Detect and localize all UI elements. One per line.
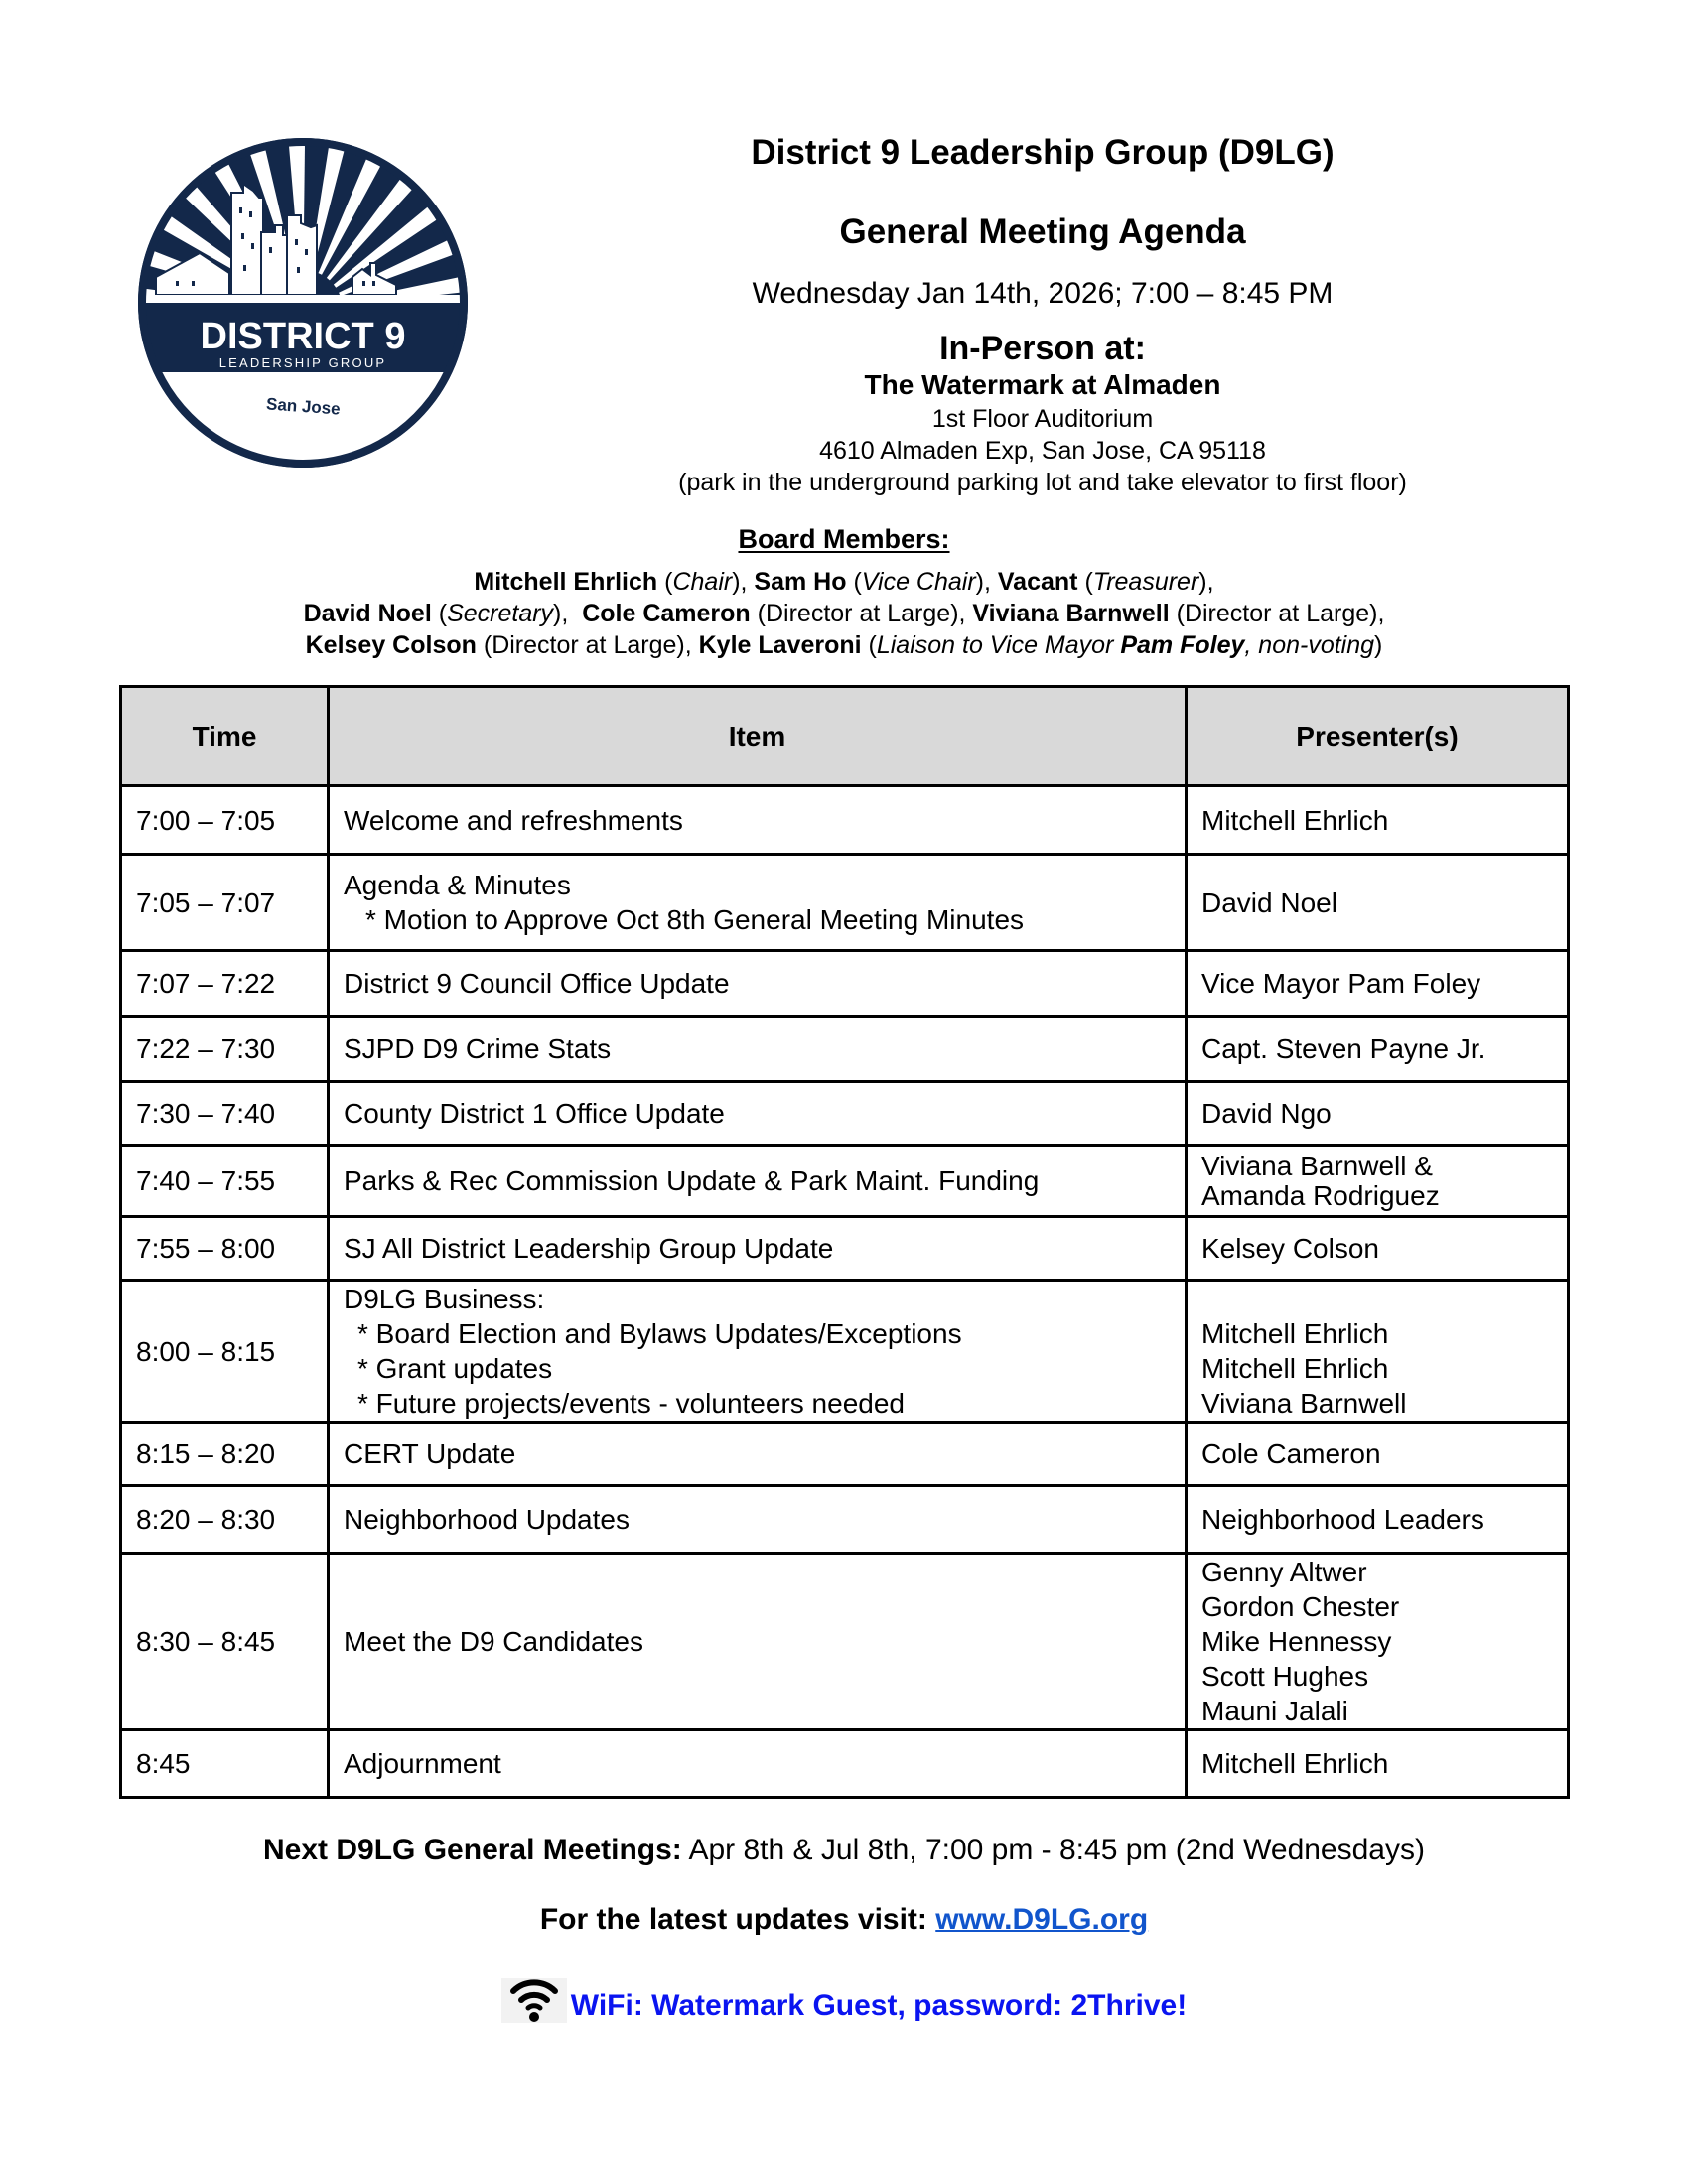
presenter-cell xyxy=(1187,1082,1569,1146)
member-name: Kyle Laveroni xyxy=(698,631,862,659)
presenter-cell xyxy=(1187,1554,1569,1730)
member-name: Viviana Barnwell xyxy=(972,600,1170,627)
presenter-name: Mitchell Ehrlich xyxy=(1201,1318,1389,1349)
member-role: Secretary xyxy=(447,600,554,627)
item-title: Agenda & Minutes xyxy=(344,870,571,900)
presenter-cell xyxy=(1187,855,1569,951)
member-role: Director at Large xyxy=(492,631,677,659)
updates-line xyxy=(0,1902,1688,1938)
parking-note: (park in the underground parking lot and take elevator to first floor) xyxy=(678,469,1407,496)
item-title: Adjournment xyxy=(344,1748,501,1779)
member-name: Mitchell Ehrlich xyxy=(474,568,658,596)
member-name: Kelsey Colson xyxy=(305,631,477,659)
presenter-name: David Noel xyxy=(1201,887,1337,918)
time-cell: 8:30 – 8:45 xyxy=(121,1554,329,1730)
table-row xyxy=(121,951,1569,1017)
time-cell: 8:15 – 8:20 xyxy=(121,1423,329,1486)
item-subpoint: * Grant updates xyxy=(357,1353,553,1384)
item-cell xyxy=(329,1281,1187,1423)
next-meetings-label: Next D9LG General Meetings: xyxy=(263,1834,682,1866)
presenter-name: Genny Altwer xyxy=(1201,1557,1367,1587)
venue-address: 4610 Almaden Exp, San Jose, CA 95118 xyxy=(819,437,1266,465)
item-title: Meet the D9 Candidates xyxy=(344,1626,643,1657)
board-heading: Board Members: xyxy=(738,524,950,554)
logo-title: DISTRICT 9 xyxy=(200,316,406,357)
item-title: SJPD D9 Crime Stats xyxy=(344,1033,612,1064)
venue-room: 1st Floor Auditorium xyxy=(931,405,1154,433)
member-role: Vice Chair xyxy=(861,568,976,596)
member-name: Vacant xyxy=(997,568,1078,596)
presenter-name: Mitchell Ehrlich xyxy=(1201,1748,1389,1779)
table-row xyxy=(121,1217,1569,1281)
table-row xyxy=(121,1423,1569,1486)
agenda-table xyxy=(119,685,1570,1799)
item-title: Parks & Rec Commission Update & Park Maint. Funding xyxy=(344,1165,1040,1196)
presenter-name: Capt. Steven Payne Jr. xyxy=(1201,1033,1486,1064)
item-title: CERT Update xyxy=(344,1438,516,1469)
time-cell: 7:05 – 7:07 xyxy=(121,855,329,951)
member-name: David Noel xyxy=(303,600,432,627)
table-row xyxy=(121,855,1569,951)
item-title: D9LG Business: xyxy=(344,1284,545,1314)
presenter-cell xyxy=(1187,1281,1569,1423)
presenter-name: Amanda Rodriguez xyxy=(1201,1179,1440,1211)
item-cell xyxy=(329,1082,1187,1146)
presenter-cell xyxy=(1187,1017,1569,1082)
time-cell: 7:55 – 8:00 xyxy=(121,1217,329,1281)
item-cell xyxy=(329,1423,1187,1486)
time-cell: 8:20 – 8:30 xyxy=(121,1486,329,1554)
logo-subtitle: LEADERSHIP GROUP xyxy=(218,355,387,370)
column-header-time: Time xyxy=(121,687,329,786)
table-row xyxy=(121,1730,1569,1798)
time-cell: 7:00 – 7:05 xyxy=(121,786,329,855)
item-cell xyxy=(329,786,1187,855)
table-row xyxy=(121,1281,1569,1423)
wifi-icon xyxy=(501,1978,567,2023)
presenter-name: Cole Cameron xyxy=(1201,1438,1381,1469)
board-line-1: Mitchell Ehrlich (Chair), Sam Ho (Vice Chair), Vacant (Treasurer), xyxy=(474,568,1214,596)
table-row xyxy=(121,1082,1569,1146)
presenter-cell xyxy=(1187,951,1569,1017)
item-cell xyxy=(329,1730,1187,1798)
presenter-name: Neighborhood Leaders xyxy=(1201,1504,1484,1535)
venue-name: The Watermark at Almaden xyxy=(864,369,1221,400)
wifi-info xyxy=(0,1972,1688,2023)
item-cell xyxy=(329,855,1187,951)
board-members xyxy=(99,566,1589,661)
d9lg-logo xyxy=(136,136,470,470)
item-title: SJ All District Leadership Group Update xyxy=(344,1233,834,1264)
presenter-cell xyxy=(1187,1730,1569,1798)
time-cell: 8:45 xyxy=(121,1730,329,1798)
time-cell: 7:40 – 7:55 xyxy=(121,1146,329,1217)
presenter-name: Mitchell Ehrlich xyxy=(1201,804,1389,836)
item-subpoint: * Future projects/events - volunteers needed xyxy=(357,1388,905,1419)
table-row xyxy=(121,786,1569,855)
member-role: Liaison to Vice Mayor Pam Foley, non-voting xyxy=(876,631,1375,659)
presenter-cell xyxy=(1187,786,1569,855)
website-link[interactable]: www.D9LG.org xyxy=(935,1903,1149,1936)
item-cell xyxy=(329,1017,1187,1082)
presenter-name: Viviana Barnwell xyxy=(1201,1388,1407,1419)
presenter-name: Mauni Jalali xyxy=(1201,1696,1348,1726)
column-header-presenters: Presenter(s) xyxy=(1187,687,1569,786)
time-cell: 7:07 – 7:22 xyxy=(121,951,329,1017)
member-role: Director at Large xyxy=(1184,600,1370,627)
time-cell: 7:30 – 7:40 xyxy=(121,1082,329,1146)
member-role: Treasurer xyxy=(1092,568,1199,596)
logo-city: San Jose xyxy=(265,394,342,419)
time-cell: 7:22 – 7:30 xyxy=(121,1017,329,1082)
table-header-row xyxy=(121,687,1569,786)
presenter-cell xyxy=(1187,1486,1569,1554)
wifi-credentials: WiFi: Watermark Guest, password: 2Thrive! xyxy=(570,1989,1188,2022)
item-cell xyxy=(329,1554,1187,1730)
board-line-3: Kelsey Colson (Director at Large), Kyle Laveroni (Liaison to Vice Mayor Pam Foley, non-voting) xyxy=(305,631,1383,659)
member-role: Chair xyxy=(672,568,733,596)
presenter-name: Kelsey Colson xyxy=(1201,1233,1379,1264)
page-title: General Meeting Agenda xyxy=(839,212,1246,251)
presenter-name: Mitchell Ehrlich xyxy=(1201,1353,1389,1384)
item-title: Welcome and refreshments xyxy=(344,804,683,836)
item-title: Neighborhood Updates xyxy=(344,1504,630,1535)
item-cell xyxy=(329,951,1187,1017)
item-cell xyxy=(329,1486,1187,1554)
table-row xyxy=(121,1146,1569,1217)
member-name: Sam Ho xyxy=(754,568,847,596)
next-meetings-dates: Apr 8th & Jul 8th, 7:00 pm - 8:45 pm (2nd Wednesdays) xyxy=(681,1834,1425,1866)
presenter-name: Mike Hennessy xyxy=(1201,1626,1392,1657)
meeting-datetime: Wednesday Jan 14th, 2026; 7:00 – 8:45 PM xyxy=(752,277,1334,310)
presenter-name: Vice Mayor Pam Foley xyxy=(1201,968,1481,999)
item-subpoint: * Motion to Approve Oct 8th General Meeting Minutes xyxy=(365,904,1025,935)
presenter-name: Scott Hughes xyxy=(1201,1661,1369,1692)
presenter-name: Gordon Chester xyxy=(1201,1591,1400,1622)
member-role: Director at Large xyxy=(765,600,951,627)
presenter-name xyxy=(1201,1282,1553,1316)
board-line-2: David Noel (Secretary), Cole Cameron (Director at Large), Viviana Barnwell (Director at Large), xyxy=(303,600,1385,627)
item-cell xyxy=(329,1217,1187,1281)
table-row xyxy=(121,1017,1569,1082)
presenter-cell xyxy=(1187,1423,1569,1486)
item-subpoint: * Board Election and Bylaws Updates/Exceptions xyxy=(357,1318,962,1349)
presenter-name: Viviana Barnwell & xyxy=(1201,1150,1433,1181)
table-row xyxy=(121,1554,1569,1730)
updates-label: For the latest updates visit: xyxy=(539,1903,936,1936)
item-cell xyxy=(329,1146,1187,1217)
item-title: County District 1 Office Update xyxy=(344,1098,725,1129)
column-header-item: Item xyxy=(329,687,1187,786)
org-title: District 9 Leadership Group (D9LG) xyxy=(751,133,1335,172)
next-meetings xyxy=(0,1833,1688,1868)
presenter-name: David Ngo xyxy=(1201,1098,1332,1129)
presenter-cell xyxy=(1187,1146,1569,1217)
time-cell: 8:00 – 8:15 xyxy=(121,1281,329,1423)
in-person-label: In-Person at: xyxy=(939,330,1146,367)
item-title: District 9 Council Office Update xyxy=(344,968,730,999)
presenter-cell xyxy=(1187,1217,1569,1281)
member-name: Cole Cameron xyxy=(582,600,751,627)
table-row xyxy=(121,1486,1569,1554)
